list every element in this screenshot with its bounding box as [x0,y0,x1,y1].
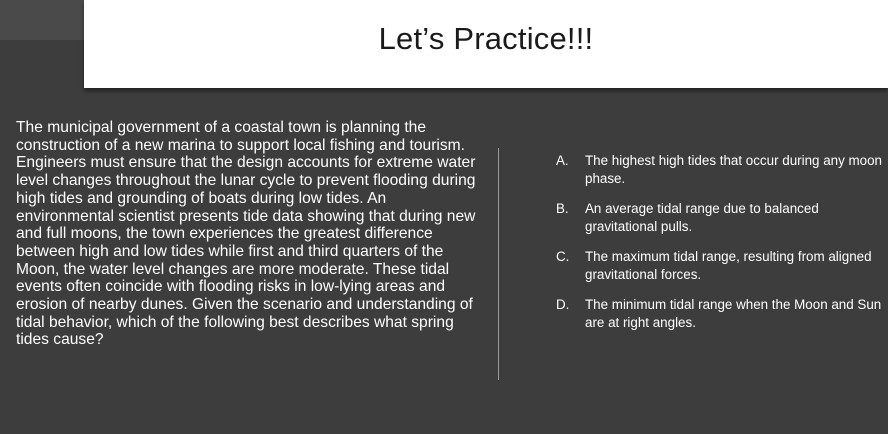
option-letter: A. [556,153,569,168]
column-divider [498,148,499,380]
option-d[interactable] [556,296,882,332]
option-letter: C. [556,249,570,264]
option-text: The minimum tidal range when the Moon and Sun are at right angles. [585,297,882,330]
slide-title: Let’s Practice!!! [378,21,594,56]
answer-options [556,152,882,344]
option-c[interactable] [556,248,882,284]
option-text: The highest high tides that occur during any moon phase. [585,153,883,186]
title-banner [84,0,888,88]
option-b[interactable] [556,200,882,236]
option-a[interactable] [556,152,882,188]
corner-shade [0,0,84,40]
option-letter: D. [556,297,570,312]
question-text: The municipal government of a coastal town is planning the construction of a new marina to support local fishing and tourism. Engineers must ensure that the design accounts for extreme water level changes throughout the lunar cycle to prevent flooding during high tides and grounding of boats during low tides. An environmental scientist presents tide data showing that during new and full moons, the town experiences the greatest difference between high and low tides while first and third quarters of the Moon, the water level changes are more moderate. These tidal events often coincide with flooding risks in low-lying areas and erosion of nearby dunes. Given the scenario and understanding of tidal behavior, which of the following best describes what spring tides cause? [16,119,476,349]
option-letter: B. [556,201,569,216]
option-text: An average tidal range due to balanced gravitational pulls. [585,201,819,234]
option-text: The maximum tidal range, resulting from aligned gravitational forces. [585,249,872,282]
